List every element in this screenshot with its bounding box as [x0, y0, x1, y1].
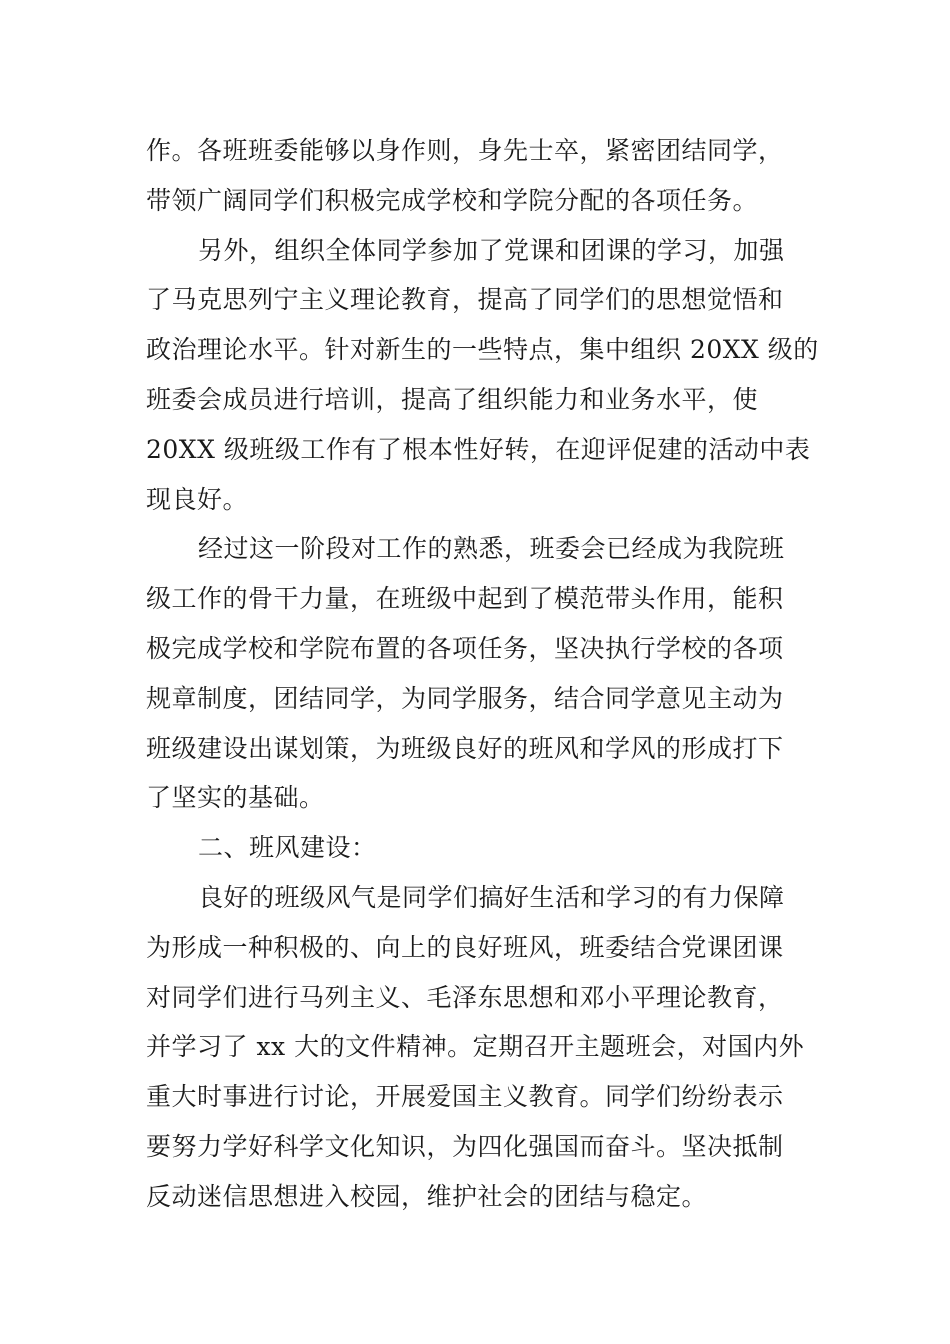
text-line: 现良好。 — [146, 484, 249, 514]
section-heading: 二、班风建设： — [198, 833, 377, 863]
text-line: 规章制度，团结同学，为同学服务，结合同学意见主动为 — [146, 683, 784, 713]
text-line: 班委会成员进行培训，提高了组织能力和业务水平，使 — [146, 384, 759, 414]
text-line: 良好的班级风气是同学们搞好生活和学习的有力保障 — [198, 882, 785, 912]
document-body — [146, 126, 819, 1222]
text-line: 班级建设出谋划策，为班级良好的班风和学风的形成打下 — [146, 733, 784, 763]
text-line: 了马克思列宁主义理论教育，提高了同学们的思想觉悟和 — [146, 285, 784, 315]
text-line: 为形成一种积极的、向上的良好班风，班委结合党课团课 — [146, 932, 784, 962]
text-line: 政治理论水平。针对新生的一些特点，集中组织 20XX 级的 — [146, 335, 819, 365]
text-line: 带领广阔同学们积极完成学校和学院分配的各项任务。 — [146, 185, 759, 215]
paragraph-class-committee-role — [146, 126, 806, 226]
text-line: 经过这一阶段对工作的熟悉，班委会已经成为我院班 — [198, 534, 785, 564]
paragraph-party-course-study — [146, 226, 819, 525]
text-line: 另外，组织全体同学参加了党课和团课的学习，加强 — [198, 235, 785, 265]
text-line: 作。各班班委能够以身作则，身先士卒，紧密团结同学， — [146, 136, 784, 165]
paragraph-class-atmosphere — [146, 873, 806, 1222]
text-line: 反动迷信思想进入校园，维护社会的团结与稳定。 — [146, 1181, 708, 1211]
text-line: 要努力学好科学文化知识，为四化强国而奋斗。坚决抵制 — [146, 1131, 784, 1161]
text-line: 20XX 级班级工作有了根本性好转，在迎评促建的活动中表 — [146, 434, 811, 464]
text-line: 并学习了 xx 大的文件精神。定期召开主题班会，对国内外 — [146, 1032, 805, 1062]
section-heading-class-spirit — [146, 823, 806, 873]
text-line: 对同学们进行马列主义、毛泽东思想和邓小平理论教育， — [146, 982, 784, 1012]
text-line: 极完成学校和学院布置的各项任务，坚决执行学校的各项 — [146, 633, 784, 663]
text-line: 级工作的骨干力量，在班级中起到了模范带头作用，能积 — [146, 584, 784, 614]
text-line: 了坚实的基础。 — [146, 783, 325, 813]
paragraph-committee-backbone — [146, 524, 806, 823]
text-line: 重大时事进行讨论，开展爱国主义教育。同学们纷纷表示 — [146, 1082, 784, 1112]
